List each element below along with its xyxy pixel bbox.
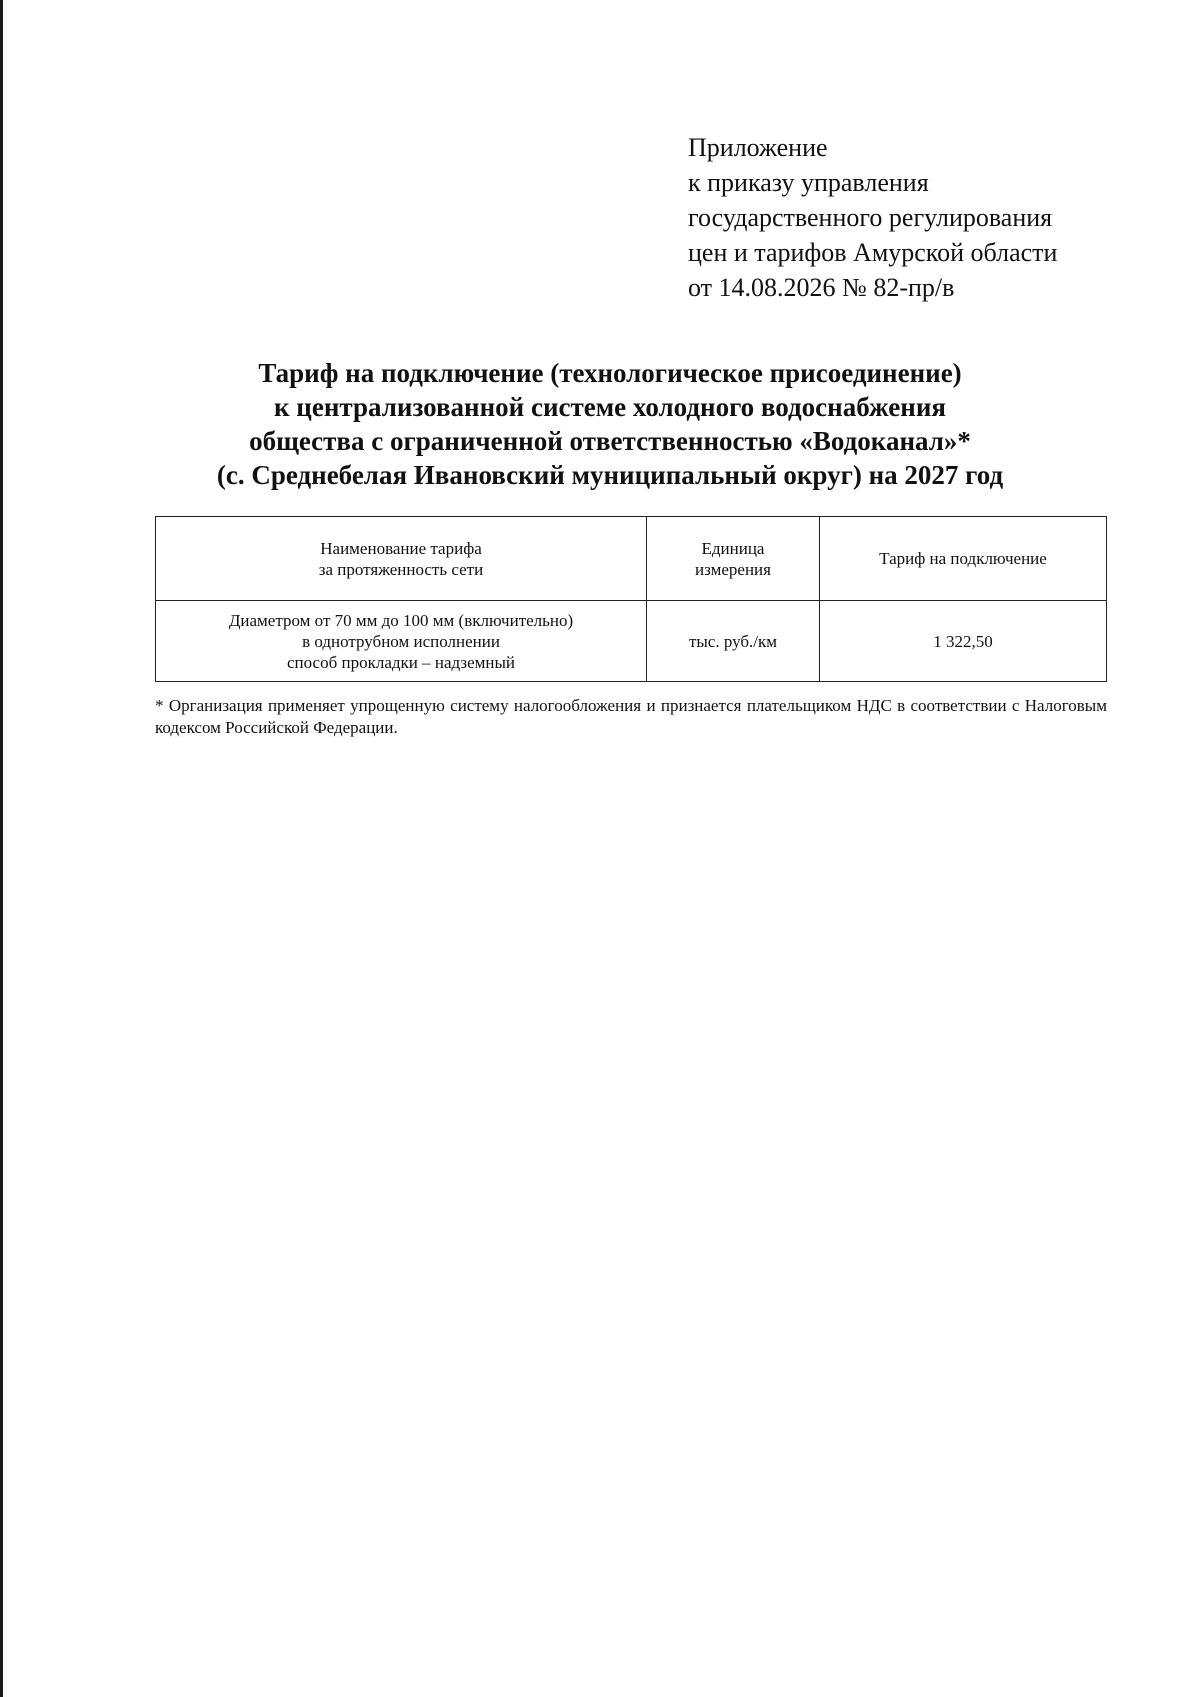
title-line: (с. Среднебелая Ивановский муниципальный округ) на 2027 год	[216, 460, 1004, 490]
header-tariff	[820, 517, 1107, 601]
title-line: общества с ограниченной ответственностью «Водоканал»*	[249, 426, 971, 456]
tariff-table	[155, 516, 1107, 682]
cell-line: способ прокладки – надземный	[286, 652, 516, 672]
title-line: Тариф на подключение (технологическое присоединение)	[258, 358, 962, 388]
appendix-line: к приказу управления	[688, 168, 929, 197]
appendix-line: от 14.08.2026 № 82-пр/в	[688, 273, 955, 302]
appendix-line: Приложение	[688, 133, 828, 162]
table-header-row	[156, 517, 1107, 601]
appendix-line: цен и тарифов Амурской области	[688, 238, 1058, 267]
document-title	[140, 356, 1080, 492]
header-line: Тариф на подключение	[879, 549, 1047, 568]
footnote: * Организация применяет упрощенную систему налогообложения и признается плательщиком НДС в соответствии с Налоговым кодексом Российской Федерации.	[155, 696, 1107, 737]
table-row	[156, 601, 1107, 682]
header-line: за протяженность сети	[318, 559, 484, 579]
header-line: Наименование тарифа	[320, 538, 482, 558]
cell-unit: тыс. руб./км	[647, 601, 820, 682]
scan-left-edge	[0, 0, 3, 1697]
title-line: к централизованной системе холодного водоснабжения	[274, 392, 946, 422]
cell-line: Диаметром от 70 мм до 100 мм (включительно)	[228, 610, 574, 630]
header-line: Единица	[701, 538, 765, 558]
cell-line: в однотрубном исполнении	[302, 631, 500, 651]
appendix-block	[688, 130, 1128, 305]
cell-tariff-value: 1 322,50	[820, 601, 1107, 682]
header-unit	[647, 517, 820, 601]
header-tariff-name	[156, 517, 647, 601]
appendix-line: государственного регулирования	[688, 203, 1053, 232]
cell-tariff-name	[156, 601, 647, 682]
header-line: измерения	[695, 559, 771, 579]
